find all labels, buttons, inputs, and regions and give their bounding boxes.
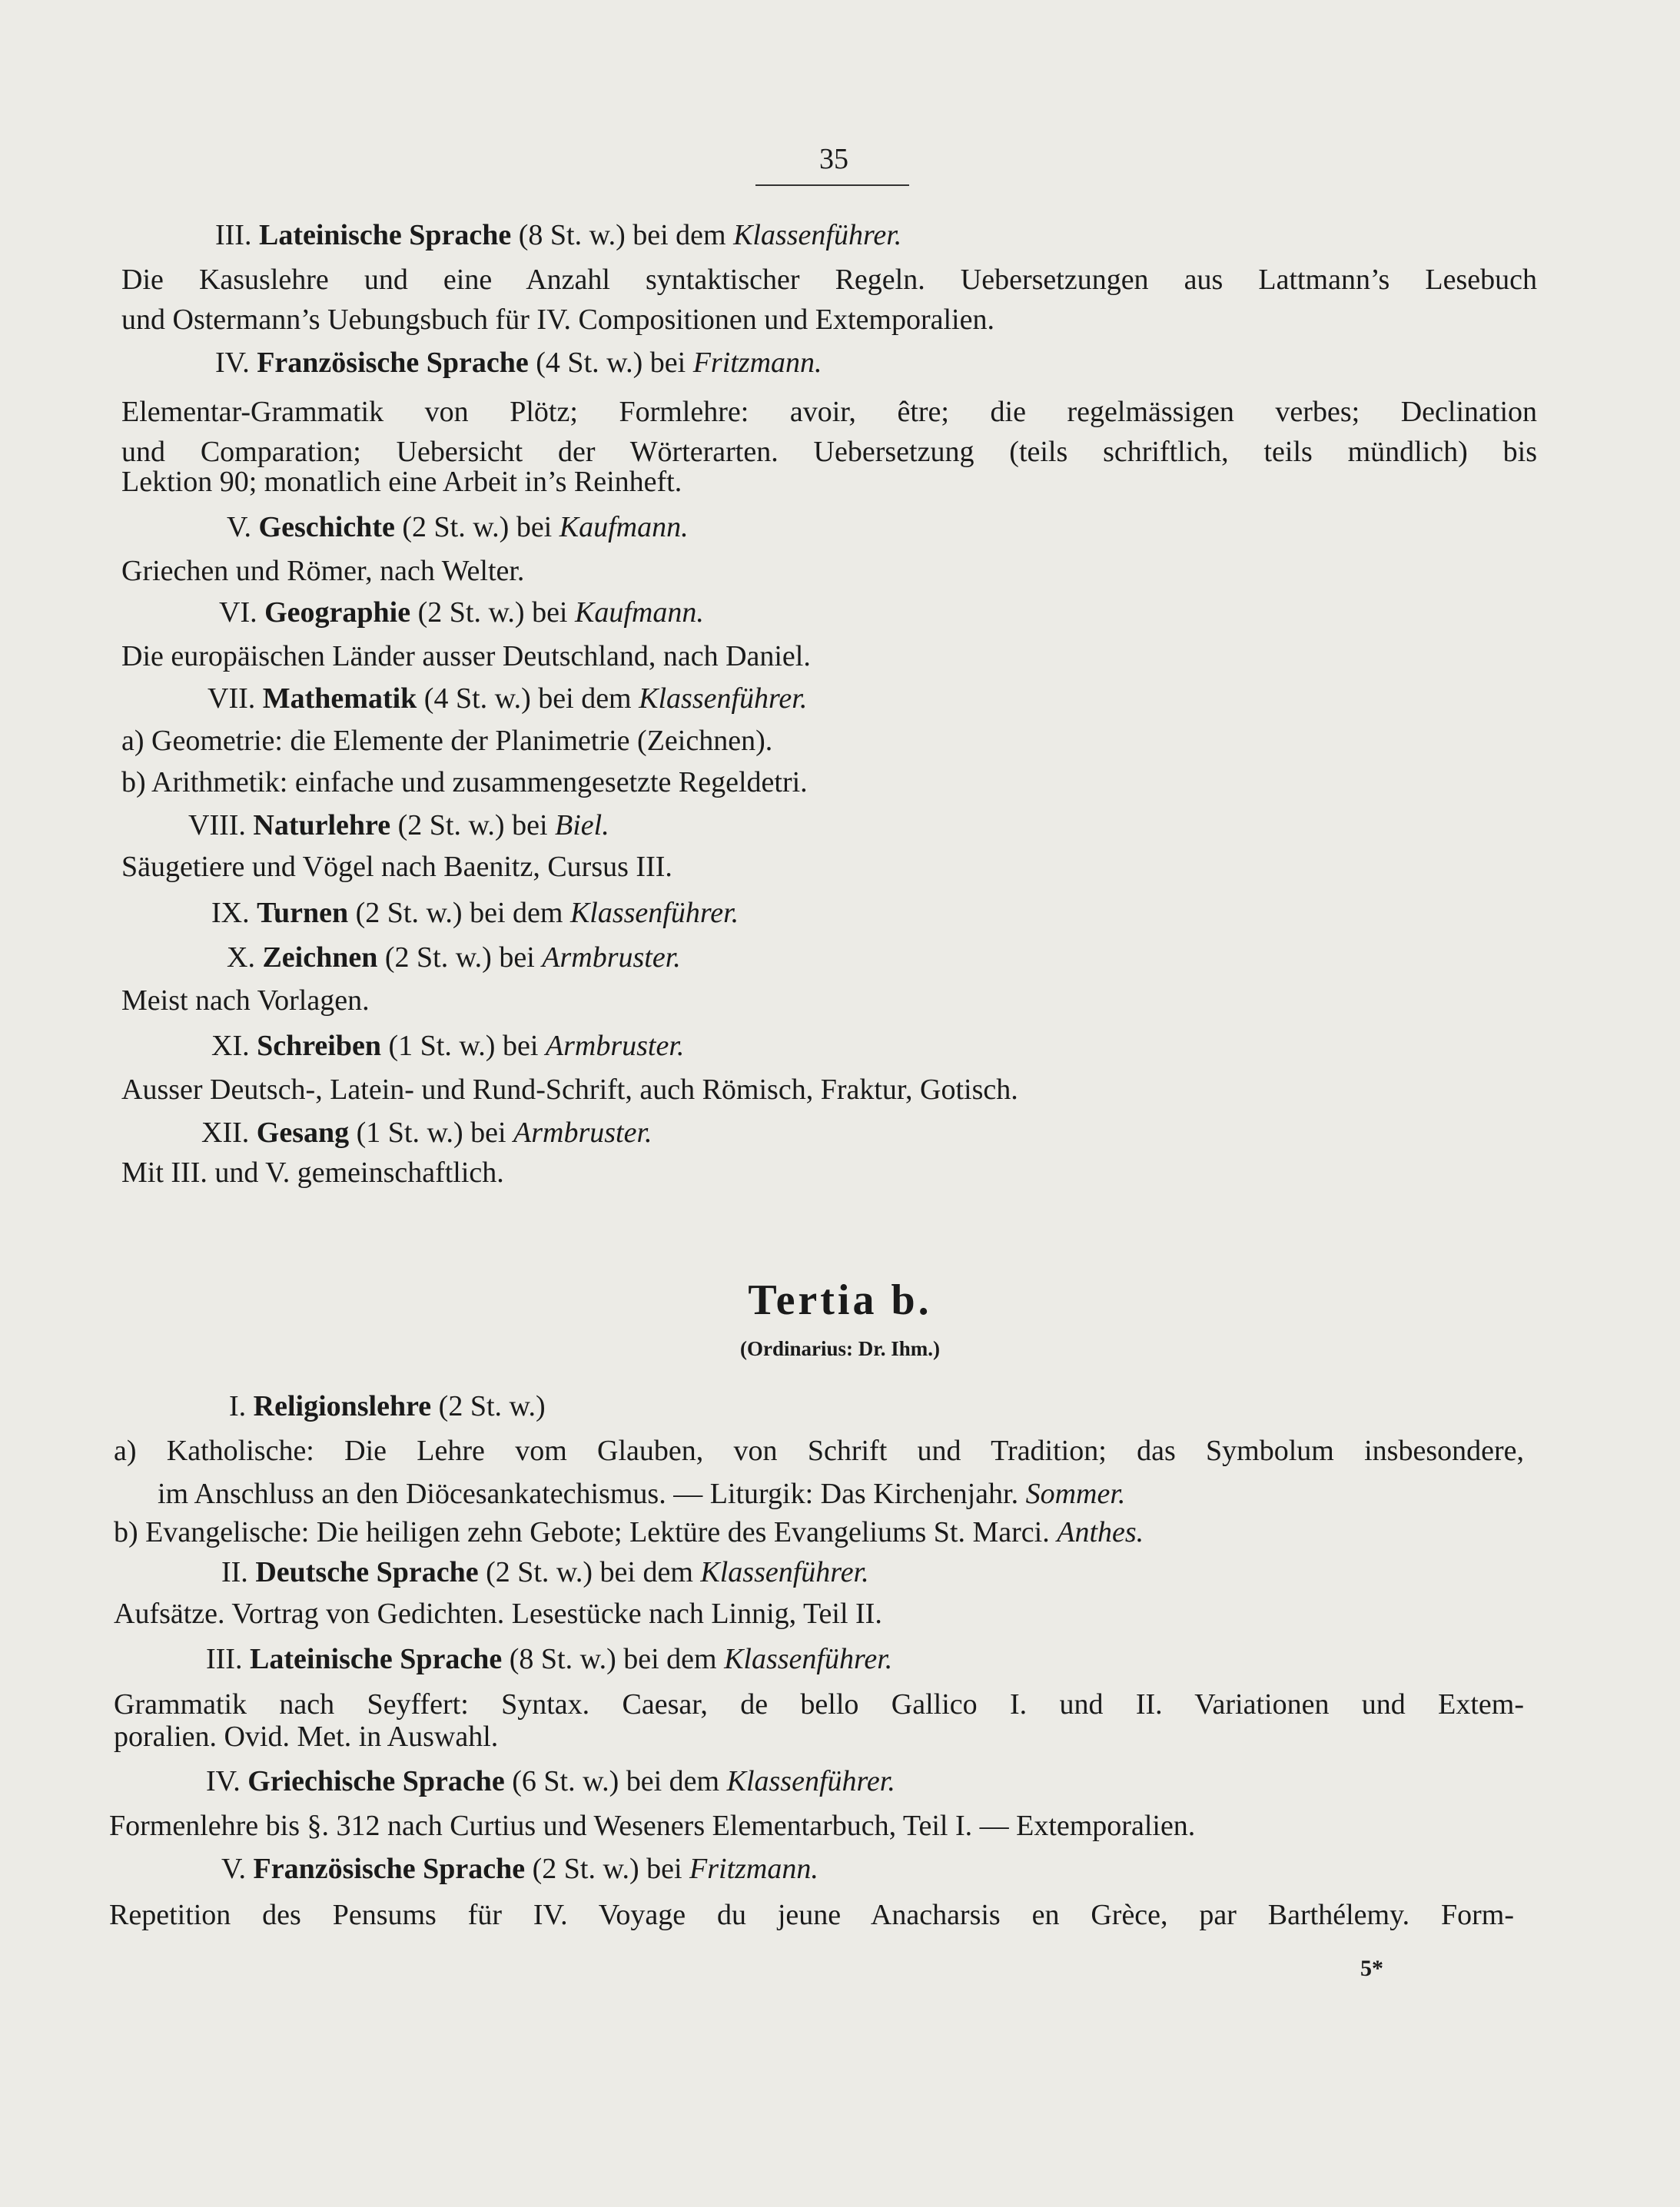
paragraph-line: Formenlehre bis §. 312 nach Curtius und Weseners Elementarbuch, Teil I. — Extemporalien.	[109, 1810, 1196, 1842]
paragraph-line: Lektion 90; monatlich eine Arbeit in’s Reinheft.	[121, 466, 682, 498]
paragraph-line: Die Kasuslehre und eine Anzahl syntaktischer Regeln. Uebersetzungen aus Lattmann’s Lesebuch	[121, 264, 1537, 296]
heading-german: II. Deutsche Sprache (2 St. w.) bei dem Klassenführer.	[221, 1556, 869, 1588]
paragraph-line: Elementar-Grammatik von Plötz; Formlehre: avoir, être; die regelmässigen verbes; Declination	[121, 396, 1537, 428]
paragraph-line: Meist nach Vorlagen.	[121, 984, 370, 1017]
paragraph-line: Aufsätze. Vortrag von Gedichten. Lesestücke nach Linnig, Teil II.	[114, 1598, 882, 1630]
paragraph-line: Mit III. und V. gemeinschaftlich.	[121, 1157, 504, 1189]
paragraph-line: a) Geometrie: die Elemente der Planimetrie (Zeichnen).	[121, 725, 773, 757]
heading-latin-b: III. Lateinische Sprache (8 St. w.) bei dem Klassenführer.	[206, 1643, 893, 1675]
heading-singing: XII. Gesang (1 St. w.) bei Armbruster.	[201, 1117, 652, 1149]
heading-french: IV. Französische Sprache (4 St. w.) bei Fritzmann.	[215, 347, 822, 379]
section-subtitle: (Ordinarius: Dr. Ihm.)	[739, 1337, 941, 1360]
paragraph-line: und Ostermann’s Uebungsbuch für IV. Compositionen und Extemporalien.	[121, 304, 994, 336]
paragraph-line: Griechen und Römer, nach Welter.	[121, 555, 525, 587]
paragraph-line: a) Katholische: Die Lehre vom Glauben, von Schrift und Tradition; das Symbolum insbesondere,	[114, 1435, 1524, 1467]
paragraph-line: Ausser Deutsch-, Latein- und Rund-Schrift, auch Römisch, Fraktur, Gotisch.	[121, 1074, 1018, 1106]
heading-natural-science: VIII. Naturlehre (2 St. w.) bei Biel.	[188, 809, 609, 841]
section-title: Tertia b.	[748, 1276, 932, 1324]
paragraph-line: Die europäischen Länder ausser Deutschland, nach Daniel.	[121, 640, 811, 672]
heading-greek: IV. Griechische Sprache (6 St. w.) bei dem Klassenführer.	[206, 1765, 895, 1797]
heading-history: V. Geschichte (2 St. w.) bei Kaufmann.	[227, 511, 689, 543]
heading-writing: XI. Schreiben (1 St. w.) bei Armbruster.	[211, 1030, 685, 1062]
paragraph-line: im Anschluss an den Diöcesankatechismus. — Liturgik: Das Kirchenjahr. Sommer.	[158, 1478, 1126, 1510]
page-number: 35	[819, 143, 848, 175]
paragraph-line: und Comparation; Uebersicht der Wörterarten. Uebersetzung (teils schriftlich, teils mündlich) bis	[121, 436, 1537, 468]
heading-mathematics: VII. Mathematik (4 St. w.) bei dem Klassenführer.	[208, 682, 808, 715]
paragraph-line: Grammatik nach Seyffert: Syntax. Caesar, de bello Gallico I. und II. Variationen und Extem-	[114, 1688, 1524, 1721]
signature-mark: 5*	[1360, 1956, 1383, 1981]
header-rule	[755, 184, 909, 186]
paragraph-line: b) Arithmetik: einfache und zusammengesetzte Regeldetri.	[121, 766, 808, 798]
paragraph-line: poralien. Ovid. Met. in Auswahl.	[114, 1721, 499, 1753]
heading-latin: III. Lateinische Sprache (8 St. w.) bei dem Klassenführer.	[215, 219, 902, 251]
paragraph-line: Repetition des Pensums für IV. Voyage du jeune Anacharsis en Grèce, par Barthélemy. Form-	[109, 1899, 1514, 1931]
heading-geography: VI. Geographie (2 St. w.) bei Kaufmann.	[219, 596, 704, 629]
heading-gymnastics: IX. Turnen (2 St. w.) bei dem Klassenführer.	[211, 897, 739, 929]
heading-religion: I. Religionslehre (2 St. w.)	[229, 1390, 546, 1422]
heading-drawing: X. Zeichnen (2 St. w.) bei Armbruster.	[227, 941, 681, 974]
paragraph-line: Säugetiere und Vögel nach Baenitz, Cursus III.	[121, 851, 672, 883]
heading-french-b: V. Französische Sprache (2 St. w.) bei Fritzmann.	[221, 1853, 818, 1885]
paragraph-line: b) Evangelische: Die heiligen zehn Gebote; Lektüre des Evangeliums St. Marci. Anthes.	[114, 1516, 1144, 1548]
